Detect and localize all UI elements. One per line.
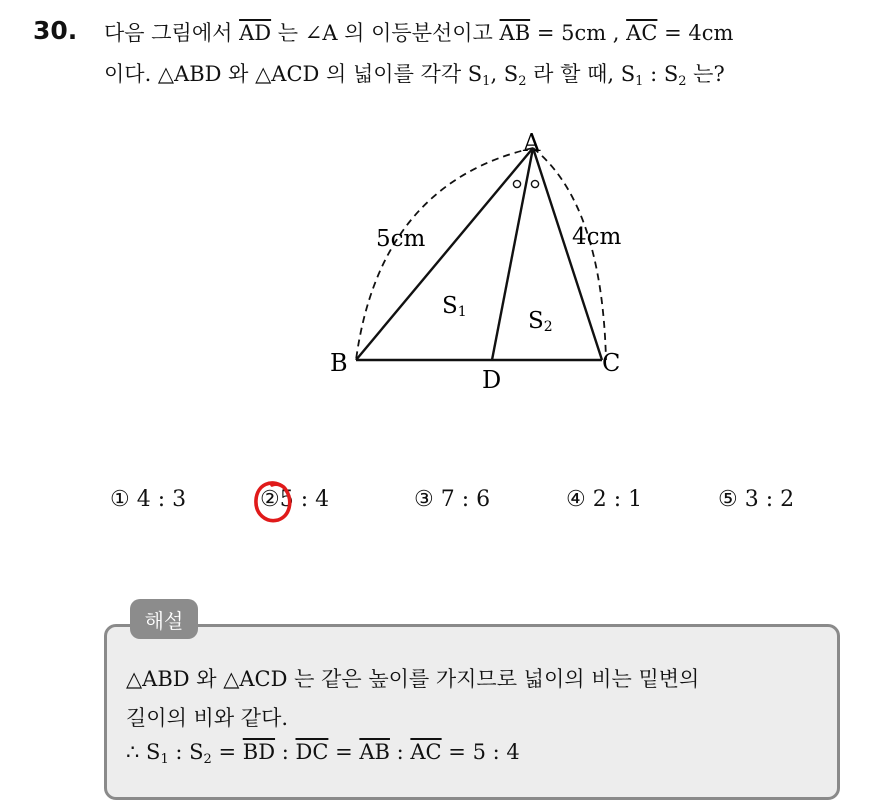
choice-number: ① (110, 487, 130, 512)
choice-text: 5 : 4 (279, 487, 330, 512)
question-text: 라 할 때, S (526, 62, 636, 86)
subscript: 1 (160, 752, 169, 767)
subscript: 2 (518, 74, 527, 89)
point-b-label: B (330, 349, 348, 377)
solution-text: : S (168, 740, 204, 764)
choice-text: 2 : 1 (592, 487, 643, 512)
angle-mark-right (531, 180, 538, 187)
solution-line-1: △ABD 와 △ACD 는 같은 높이를 가지므로 넓이의 비는 밑변의 (126, 667, 700, 691)
solution-text: : (275, 740, 296, 764)
choice-number: ③ (414, 487, 434, 512)
choice-3[interactable] (414, 487, 490, 512)
point-a-label: A (523, 129, 541, 157)
solution-text: ∴ S (126, 740, 161, 764)
triangle-figure (310, 118, 640, 398)
choice-number: ② (260, 487, 280, 512)
choice-5[interactable] (718, 487, 794, 512)
question-text: : S (643, 62, 679, 86)
subscript: 1 (635, 74, 644, 89)
segment-dc: $\overline{DC}$ (295, 740, 329, 764)
choice-4[interactable] (566, 487, 642, 512)
area-s1-label: S1 (442, 293, 467, 320)
solution-text: = 5 : 4 (441, 740, 520, 764)
choice-1[interactable] (110, 487, 186, 512)
point-d-label: D (482, 366, 502, 394)
question-text: , S (490, 62, 519, 86)
question-line-2 (104, 58, 725, 89)
answer-circle-mark (252, 479, 296, 527)
segment-ad: $\overline{AD}$ (239, 21, 272, 45)
question-text: 이다. △ABD 와 △ACD 의 넓이를 각각 S (104, 62, 483, 86)
solution-line-3 (126, 740, 520, 767)
segment-ab: $\overline{AB}$ (359, 740, 390, 764)
choice-text: 3 : 2 (744, 487, 795, 512)
side-ab (356, 148, 533, 360)
solution-text: : (389, 740, 411, 764)
segment-bd: $\overline{BD}$ (242, 740, 276, 764)
solution-line-2: 길이의 비와 같다. (126, 706, 289, 730)
subscript: 1 (482, 74, 491, 89)
choice-number: ④ (566, 487, 586, 512)
question-text: = 4cm (657, 21, 734, 45)
point-c-label: C (602, 349, 621, 377)
solution-tag: 해설 (130, 599, 198, 639)
choice-text: 4 : 3 (136, 487, 187, 512)
question-text: 다음 그림에서 (104, 21, 240, 45)
subscript: 2 (203, 752, 212, 767)
question-text: 는 ∠A 의 이등분선이고 (271, 21, 500, 45)
area-s2-label: S2 (528, 308, 553, 335)
ab-length-label: 5cm (376, 226, 426, 252)
segment-ac: $\overline{AC}$ (410, 740, 442, 764)
question-text: 는? (686, 62, 725, 86)
angle-mark-left (513, 180, 520, 187)
choice-number: ⑤ (718, 487, 738, 512)
subscript: 2 (678, 74, 687, 89)
choice-text: 7 : 6 (440, 487, 491, 512)
question-text: = 5cm , (530, 21, 627, 45)
ac-length-label: 4cm (572, 224, 622, 250)
segment-ab: $\overline{AB}$ (499, 21, 531, 45)
solution-text: = (328, 740, 360, 764)
question-line-1 (104, 17, 733, 47)
question-number: 30. (33, 16, 78, 45)
solution-text: = (211, 740, 243, 764)
segment-ac: $\overline{AC}$ (626, 21, 658, 45)
bisector-ad (492, 148, 533, 360)
